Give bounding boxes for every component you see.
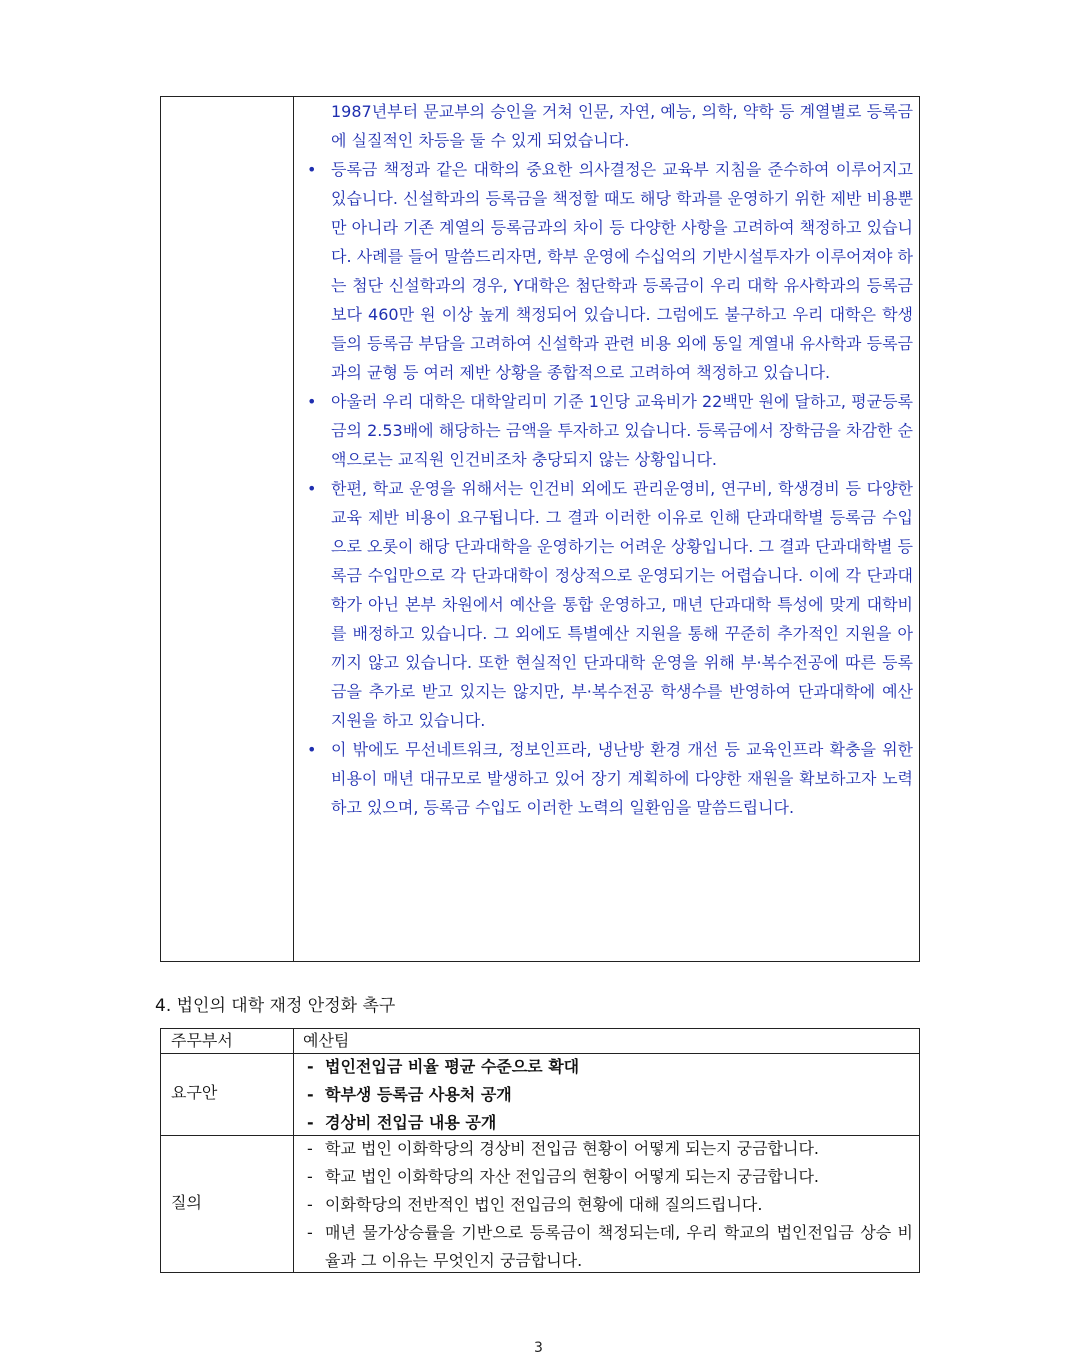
request-item	[303, 1081, 913, 1109]
dept-label: 주무부서	[171, 1031, 233, 1050]
bullet-text: 이 밖에도 무선네트워크, 정보인프라, 냉난방 환경 개선 등 교육인프라 확충을 위한 비용이 매년 대규모로 발생하고 있어 장기 계획하에 다양한 재원을 확보하고자 노력하고 있으며, 등록금 수입도 이러한 노력의 일환임을 말씀드립니다.	[331, 740, 913, 817]
bullet-icon: •	[307, 160, 317, 179]
request-item	[303, 1109, 913, 1137]
answer-bullet	[301, 474, 913, 735]
dash-icon: -	[307, 1223, 313, 1242]
page-number: 3	[534, 1340, 543, 1356]
dash-icon: -	[307, 1139, 313, 1158]
dept-value: 예산팀	[303, 1031, 350, 1050]
question-text: 이화학당의 전반적인 법인 전입금의 현황에 대해 질의드립니다.	[325, 1195, 763, 1214]
column-divider	[293, 1029, 294, 1272]
answer-cell	[301, 97, 913, 822]
answer-continuation: 1987년부터 문교부의 승인을 거쳐 인문, 자연, 예능, 의학, 약학 등 계열별로 등록금에 실질적인 차등을 둘 수 있게 되었습니다.	[331, 102, 913, 150]
question-list-cell	[303, 1135, 913, 1275]
request-text: 학부생 등록금 사용처 공개	[325, 1085, 512, 1104]
request-text: 법인전입금 비율 평균 수준으로 확대	[325, 1057, 580, 1076]
answer-bullet	[301, 735, 913, 822]
column-divider	[293, 97, 294, 961]
question-item	[303, 1191, 913, 1219]
request-text: 경상비 전입금 내용 공개	[325, 1113, 497, 1132]
bullet-icon: •	[307, 479, 317, 498]
dash-icon: -	[307, 1085, 314, 1104]
dash-icon: -	[307, 1113, 314, 1132]
dash-icon: -	[307, 1057, 314, 1076]
section-title: 4. 법인의 대학 재정 안정화 촉구	[155, 996, 396, 1016]
question-text: 학교 법인 이화학당의 경상비 전입금 현황이 어떻게 되는지 궁금합니다.	[325, 1139, 819, 1158]
question-item	[303, 1219, 913, 1275]
answer-bullet	[301, 387, 913, 474]
bullet-icon: •	[307, 392, 317, 411]
question-item	[303, 1135, 913, 1163]
question-label: 질의	[171, 1193, 202, 1212]
request-list	[303, 1053, 913, 1137]
request-item	[303, 1053, 913, 1081]
answer-bullet	[301, 155, 913, 387]
answer-table	[160, 96, 920, 962]
question-text: 학교 법인 이화학당의 자산 전입금의 현황이 어떻게 되는지 궁금합니다.	[325, 1167, 819, 1186]
question-list	[303, 1135, 913, 1275]
bullet-text: 등록금 책정과 같은 대학의 중요한 의사결정은 교육부 지침을 준수하여 이루어지고 있습니다. 신설학과의 등록금을 책정할 때도 해당 학과를 운영하기 위한 제반 비용뿐만 아니라 기존 계열의 등록금과의 차이 등 다양한 사항을 고려하여 책정하고 있습니다. 사례를 들어 말씀드리자면, 학부 운영에 수십억의 기반시설투자가 이루어져야 하는 첨단 신설학과의 경우, Y대학은 첨단학과 등록금이 우리 대학 유사학과의 등록금보다 460만 원 이상 높게 책정되어 있습니다. 그럼에도 불구하고 우리 대학은 학생들의 등록금 부담을 고려하여 신설학과 관련 비용 외에 동일 계열내 유사학과 등록금과의 균형 등 여러 제반 상황을 종합적으로 고려하여 책정하고 있습니다.	[331, 160, 913, 382]
request-label: 요구안	[171, 1083, 218, 1102]
bullet-icon: •	[307, 740, 317, 759]
bullet-text: 한편, 학교 운영을 위해서는 인건비 외에도 관리운영비, 연구비, 학생경비 등 다양한 교육 제반 비용이 요구됩니다. 그 결과 이러한 이유로 인해 단과대학별 등록금 수입으로 오롯이 해당 단과대학을 운영하기는 어려운 상황입니다. 그 결과 단과대학별 등록금 수입만으로 각 단과대학이 정상적으로 운영되기는 어렵습니다. 이에 각 단과대학가 아닌 본부 차원에서 예산을 통합 운영하고, 매년 단과대학 특성에 맞게 대학비를 배정하고 있습니다. 그 외에도 특별예산 지원을 통해 꾸준히 추가적인 지원을 아끼지 않고 있습니다. 또한 현실적인 단과대학 운영을 위해 부·복수전공에 따른 등록금을 추가로 받고 있지는 않지만, 부·복수전공 학생수를 반영하여 단과대학에 예산 지원을 하고 있습니다.	[331, 479, 913, 730]
dash-icon: -	[307, 1167, 313, 1186]
bullet-text: 아울러 우리 대학은 대학알리미 기준 1인당 교육비가 22백만 원에 달하고, 평균등록금의 2.53배에 해당하는 금액을 투자하고 있습니다. 등록금에서 장학금을 차감한 순액으로는 교직원 인건비조차 충당되지 않는 상황입니다.	[331, 392, 913, 469]
question-item	[303, 1163, 913, 1191]
dash-icon: -	[307, 1195, 313, 1214]
question-text: 매년 물가상승률을 기반으로 등록금이 책정되는데, 우리 학교의 법인전입금 상승 비율과 그 이유는 무엇인지 궁금합니다.	[325, 1223, 913, 1270]
request-list-cell	[303, 1053, 913, 1137]
request-table	[160, 1028, 920, 1273]
